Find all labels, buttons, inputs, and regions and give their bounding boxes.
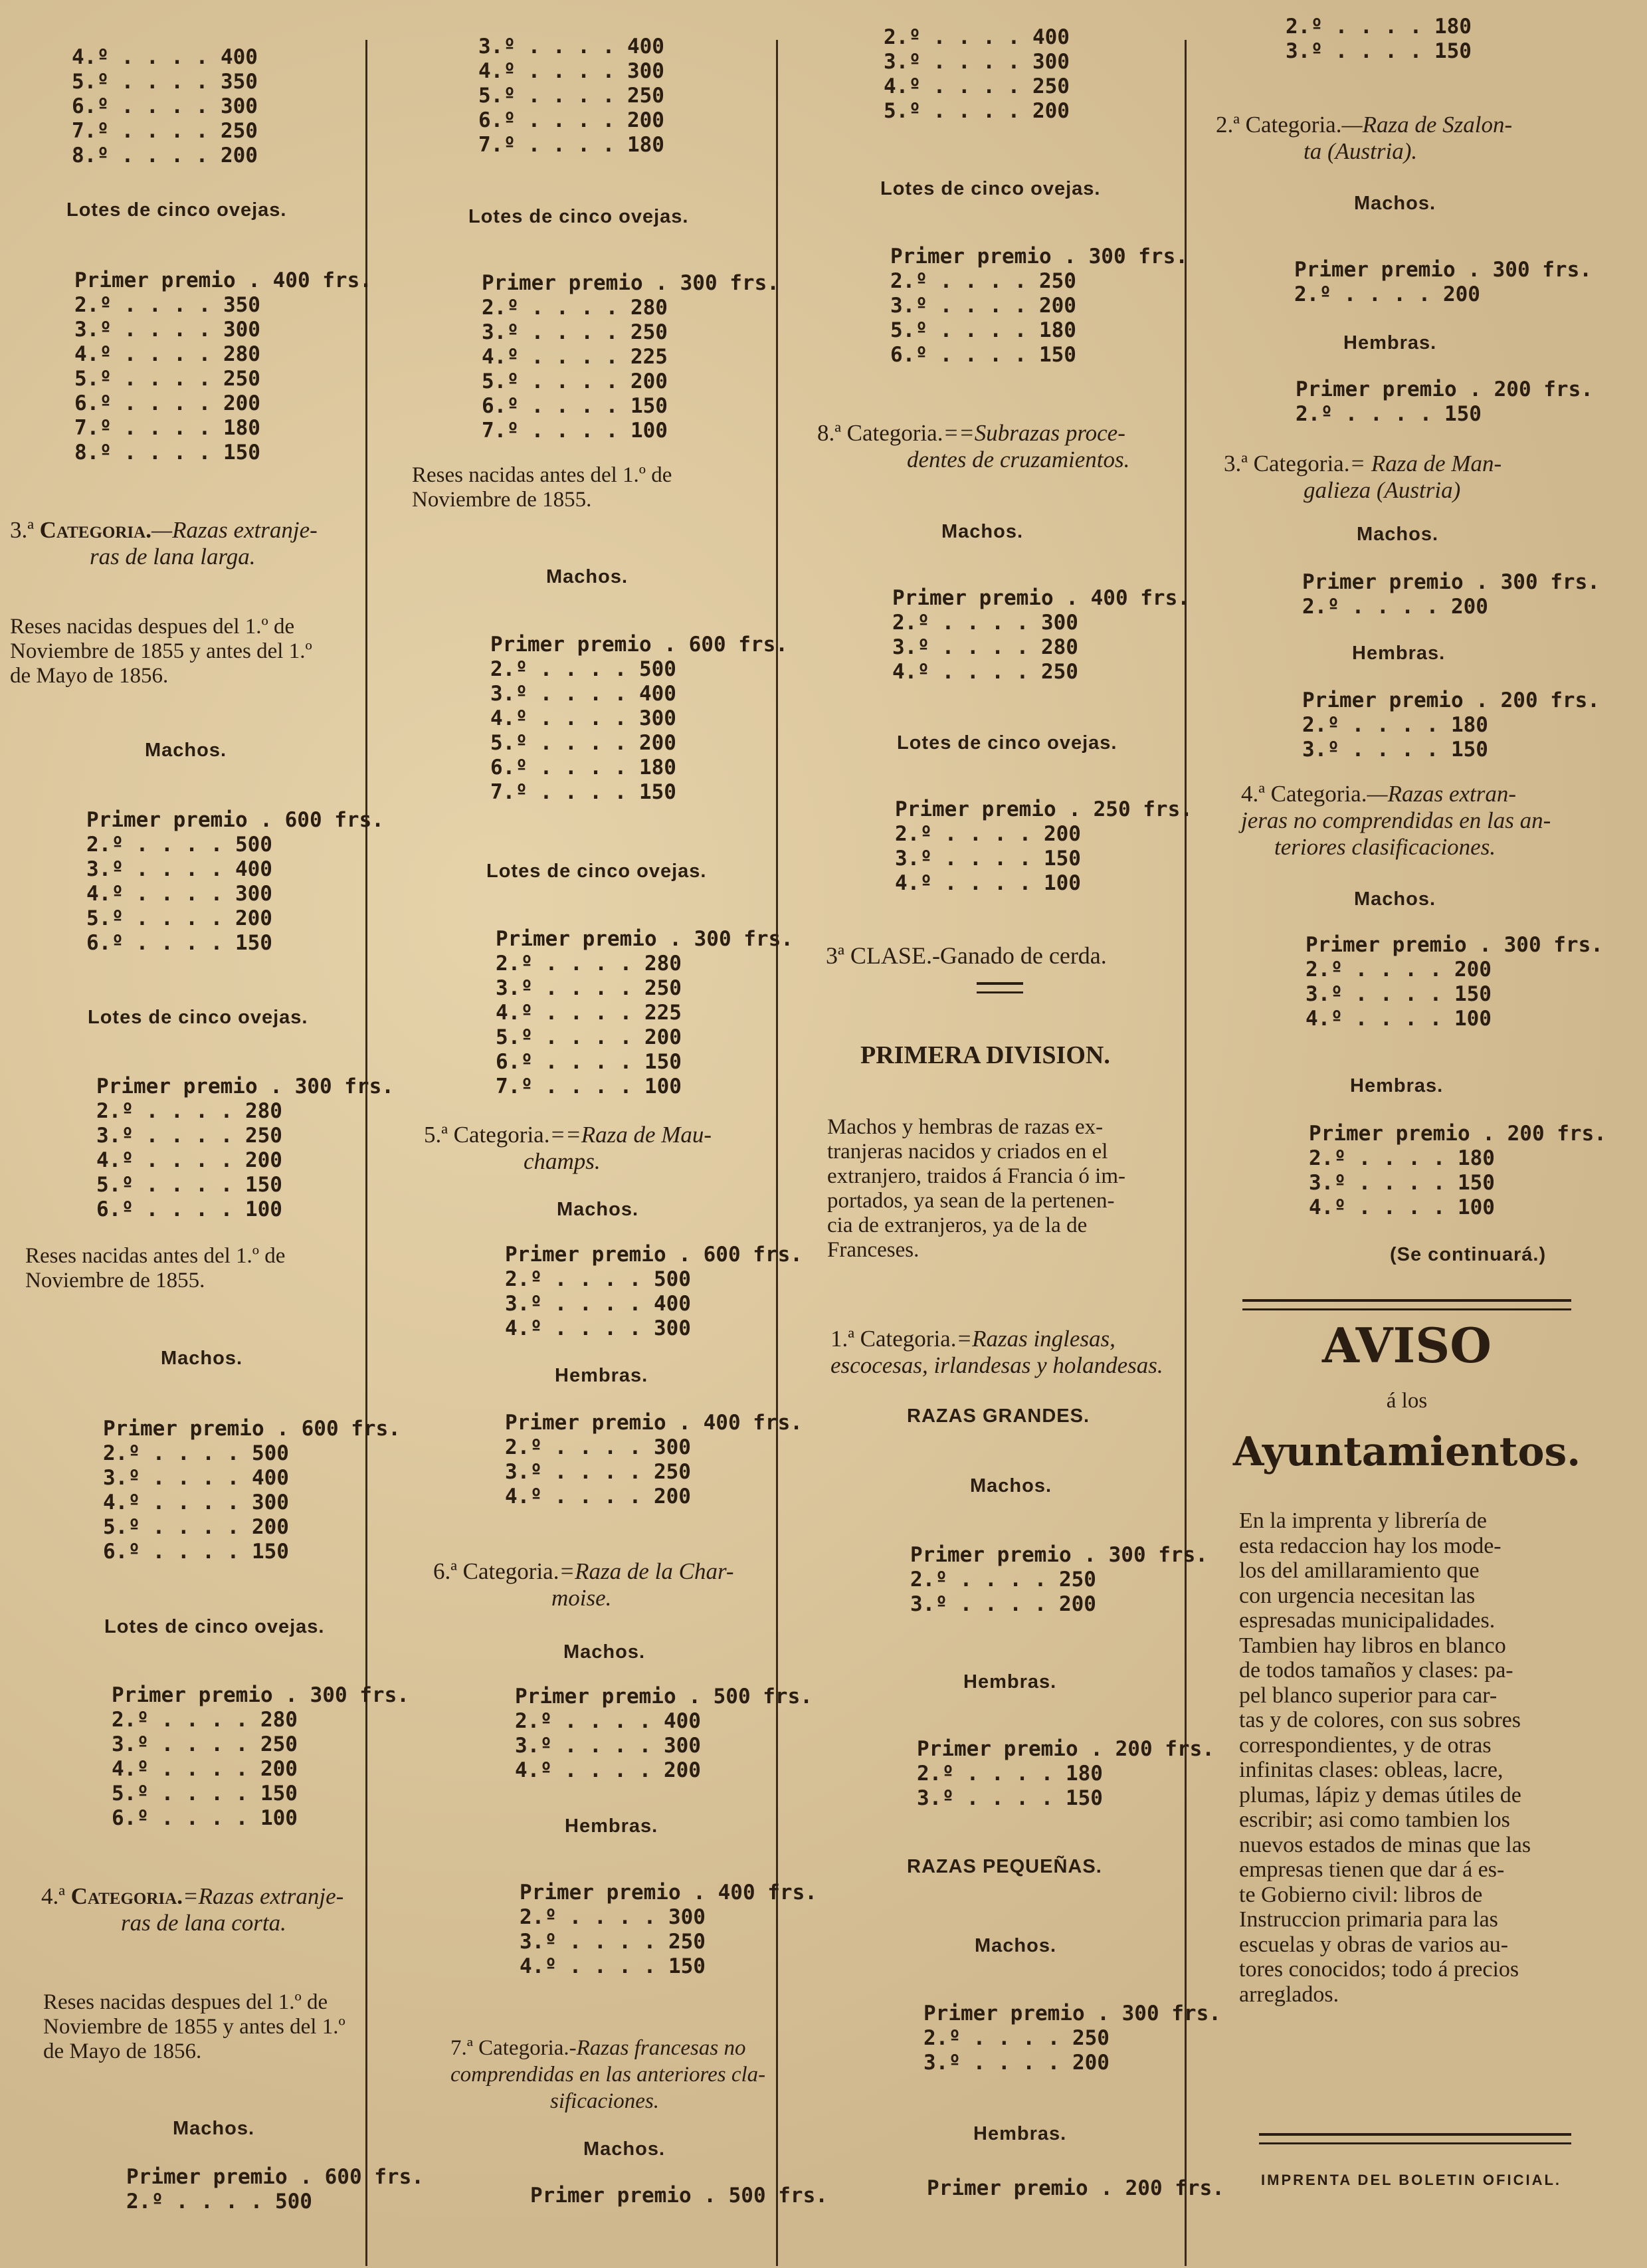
aviso-title: AVISO (1322, 1317, 1492, 1374)
price-row: 3.º . . . . 200 (890, 294, 1076, 318)
price-list (1306, 933, 1603, 1031)
section-heading: Machos. (546, 566, 629, 587)
reses-text (10, 615, 355, 688)
text-line: cia de extranjeros, ya de la de (827, 1213, 1088, 1237)
price-row: 4.º . . . . 300 (86, 882, 272, 906)
price-row: 3.º . . . . 250 (96, 1124, 282, 1148)
reses-text (412, 463, 771, 512)
category-label: 2.ª Categoria. (1216, 112, 1342, 138)
division-heading: PRIMERA DIVISION. (860, 1041, 1110, 1069)
price-row: 6.º . . . . 100 (96, 1197, 282, 1221)
price-row: 2.º . . . . 500 (490, 657, 676, 681)
double-rule (977, 982, 1023, 993)
price-row: 3.º . . . . 250 (505, 1460, 691, 1484)
price-list (496, 927, 793, 1099)
category-text: -Razas francesas no (569, 2036, 746, 2060)
price-row: 5.º . . . . 200 (490, 731, 676, 755)
price-row: Primer premio . 300 frs. (890, 245, 1188, 268)
category-text: escocesas, irlandesas y holandesas. (830, 1352, 1163, 1378)
price-row: Primer premio . 600 frs. (103, 1417, 401, 1441)
price-row: Primer premio . 300 frs. (112, 1683, 409, 1707)
section-heading: Machos. (161, 1348, 243, 1369)
price-row: 2.º . . . . 200 (1302, 595, 1488, 619)
price-row: 6.º . . . . 200 (74, 391, 260, 415)
text-line: Reses nacidas despues del 1.º de (43, 1990, 328, 2014)
category-label: 1.ª Categoria. (830, 1326, 957, 1352)
text-line: de Mayo de 1856. (10, 664, 169, 688)
price-list (1296, 377, 1593, 427)
price-row: 2.º . . . . 280 (496, 952, 682, 976)
category-text: ta (Austria). (1304, 138, 1418, 164)
text-line: esta redaccion hay los mode- (1239, 1533, 1502, 1558)
price-row: 4.º . . . . 400 (72, 45, 258, 69)
category-heading (433, 1558, 765, 1611)
section-heading: Lotes de cinco ovejas. (88, 1007, 308, 1028)
price-row: 3.º . . . . 150 (895, 847, 1081, 871)
price-row: 4.º . . . . 300 (103, 1491, 289, 1514)
price-row: 3.º . . . . 300 (884, 50, 1070, 74)
price-list (482, 271, 779, 443)
price-row: Primer premio . 600 frs. (126, 2165, 424, 2189)
text-line: Noviembre de 1855. (25, 1269, 205, 1292)
column-1 (0, 0, 424, 2268)
price-list (910, 1543, 1208, 1617)
category-label: 6.ª Categoria. (433, 1558, 559, 1584)
price-list (890, 245, 1188, 367)
price-row: 2.º . . . . 250 (910, 1568, 1096, 1592)
price-row: 2.º . . . . 300 (892, 611, 1078, 635)
price-row: 2.º . . . . 280 (482, 296, 668, 320)
aviso-subtitle: á los (1386, 1389, 1428, 1413)
category-text: jeras no comprendidas en las an- (1241, 807, 1551, 833)
section-heading: Lotes de cinco ovejas. (486, 861, 707, 882)
price-row: Primer premio . 400 frs. (74, 268, 372, 292)
category-text: moise. (551, 1585, 612, 1611)
aviso-body (1239, 1508, 1595, 2007)
price-row: 6.º . . . . 300 (72, 94, 258, 118)
price-row: 5.º . . . . 200 (86, 906, 272, 930)
price-list (103, 1417, 401, 1564)
double-rule (1259, 2133, 1571, 2144)
price-row: Primer premio . 200 frs. (927, 2176, 1224, 2200)
section-heading: Machos. (1354, 888, 1436, 910)
text-line: escuelas y obras de varios au- (1239, 1932, 1509, 1957)
price-list (86, 808, 384, 956)
price-row: 4.º . . . . 200 (515, 1758, 701, 1782)
text-line: Tambien hay libros en blanco (1239, 1633, 1506, 1658)
price-row: Primer premio . 300 frs. (1306, 933, 1603, 957)
price-row: 2.º . . . . 500 (126, 2190, 312, 2214)
price-row: Primer premio . 400 frs. (892, 586, 1190, 610)
price-row: 5.º . . . . 250 (74, 367, 260, 391)
text-line: tores conocidos; todo á precios (1239, 1957, 1519, 1982)
price-row: 8.º . . . . 200 (72, 144, 258, 167)
text-line: con urgencia necesitan las (1239, 1583, 1476, 1608)
category-label: 5.ª Categoria. (424, 1122, 550, 1148)
price-row: Primer premio . 200 frs. (1302, 688, 1600, 712)
reses-text (25, 1244, 357, 1293)
section-heading: RAZAS GRANDES. (907, 1405, 1090, 1427)
price-list (1309, 1122, 1606, 1220)
price-row: Primer premio . 200 frs. (1296, 377, 1593, 401)
price-list (884, 25, 1070, 124)
price-row: 4.º . . . . 100 (895, 871, 1081, 895)
section-heading: Machos. (583, 2138, 666, 2160)
section-heading: Lotes de cinco ovejas. (880, 178, 1101, 199)
category-heading (830, 1326, 1183, 1379)
text-line: plumas, lápiz y demas útiles de (1239, 1782, 1521, 1807)
price-row: 3.º . . . . 150 (1302, 738, 1488, 762)
price-row: 3.º . . . . 400 (103, 1466, 289, 1490)
price-list (72, 45, 258, 168)
price-list (478, 35, 664, 157)
price-row: 5.º . . . . 200 (496, 1025, 682, 1049)
category-text: =Raza de la Char- (559, 1558, 734, 1584)
category-text: galieza (Austria) (1304, 477, 1461, 503)
section-heading: Machos. (1357, 524, 1439, 545)
class-heading: 3ª CLASE.-Ganado de cerda. (826, 942, 1107, 969)
price-row: 4.º . . . . 200 (96, 1148, 282, 1172)
price-row: 3.º . . . . 200 (923, 2051, 1110, 2075)
price-row: 3.º . . . . 400 (86, 857, 272, 881)
text-line: Reses nacidas antes del 1.º de (25, 1244, 286, 1268)
price-row: 2.º . . . . 150 (1296, 402, 1482, 426)
category-label: 3.ª Categoria. (1224, 451, 1350, 476)
category-heading (41, 1883, 360, 1936)
price-row: 3.º . . . . 250 (482, 320, 668, 344)
section-heading: Machos. (1354, 193, 1436, 214)
reses-text (43, 1990, 362, 2064)
text-line: extranjero, traidos á Francia ó im- (827, 1164, 1125, 1188)
price-list (917, 1737, 1214, 1811)
price-row: 2.º . . . . 280 (96, 1099, 282, 1123)
section-heading: Hembras. (565, 1815, 658, 1837)
price-row: 4.º . . . . 280 (74, 342, 260, 366)
text-line: Noviembre de 1855 y antes del 1.º (10, 639, 312, 663)
price-row: 3.º . . . . 280 (892, 635, 1078, 659)
price-row: 2.º . . . . 300 (505, 1435, 691, 1459)
price-list (96, 1075, 394, 1222)
text-line: En la imprenta y librería de (1239, 1508, 1487, 1533)
price-row: 4.º . . . . 250 (892, 660, 1078, 684)
category-text: ras de lana larga. (90, 544, 256, 569)
text-line: Machos y hembras de razas ex- (827, 1115, 1104, 1139)
price-row: 6.º . . . . 150 (103, 1540, 289, 1564)
price-row: 3.º . . . . 150 (1309, 1171, 1495, 1195)
price-row: Primer premio . 300 frs. (96, 1075, 394, 1098)
price-row: 2.º . . . . 300 (520, 1905, 706, 1929)
text-line: escribir; asi como tambien los (1239, 1807, 1510, 1832)
section-heading: Lotes de cinco ovejas. (104, 1616, 325, 1637)
price-row: Primer premio . 400 frs. (505, 1411, 803, 1435)
price-row: 3.º . . . . 250 (112, 1732, 298, 1756)
price-row: 2.º . . . . 250 (890, 269, 1076, 293)
category-label: 4.ª Categoria. (1241, 781, 1367, 807)
category-heading (1241, 781, 1613, 861)
price-row: 4.º . . . . 300 (478, 59, 664, 83)
double-rule (1242, 1299, 1571, 1310)
price-list (923, 2002, 1221, 2075)
price-list (1286, 15, 1472, 64)
price-row: 7.º . . . . 150 (490, 780, 676, 804)
category-text: —Raza de Szalon- (1341, 112, 1513, 138)
price-row: 2.º . . . . 180 (1286, 15, 1472, 39)
column-3 (781, 0, 1224, 2268)
price-row: 4.º . . . . 225 (496, 1001, 682, 1025)
category-heading (1224, 451, 1596, 504)
price-row: 2.º . . . . 500 (103, 1441, 289, 1465)
price-row: 4.º . . . . 150 (520, 1954, 706, 1978)
price-row: 8.º . . . . 150 (74, 441, 260, 464)
price-row: 4.º . . . . 225 (482, 345, 668, 369)
category-number: 4.ª (41, 1883, 65, 1909)
price-row: Primer premio . 500 frs. (515, 1685, 813, 1708)
category-heading (1216, 112, 1588, 165)
text-line: espresadas municipalidades. (1239, 1608, 1496, 1633)
text-line: empresas tienen que dar á es- (1239, 1857, 1505, 1882)
section-heading: Lotes de cinco ovejas. (897, 732, 1117, 754)
price-row: 2.º . . . . 280 (112, 1708, 298, 1732)
price-list (505, 1411, 803, 1509)
price-row: Primer premio . 400 frs. (520, 1881, 817, 1905)
text-line: te Gobierno civil: libros de (1239, 1882, 1483, 1907)
category-text: comprendidas en las anteriores cla- (450, 2063, 766, 2087)
price-row: Primer premio . 600 frs. (490, 633, 788, 657)
price-row: 7.º . . . . 100 (482, 419, 668, 443)
text-line: nuevos estados de minas que las (1239, 1832, 1531, 1857)
price-row: 3.º . . . . 150 (1286, 39, 1472, 63)
price-row: 3.º . . . . 300 (515, 1734, 701, 1758)
category-heading (10, 517, 355, 570)
price-row: 2.º . . . . 180 (1302, 713, 1488, 737)
column-2 (372, 0, 828, 2268)
price-row: 5.º . . . . 150 (96, 1173, 282, 1197)
price-row: Primer premio . 200 frs. (917, 1737, 1214, 1761)
text-line: de Mayo de 1856. (43, 2039, 202, 2063)
price-row: 5.º . . . . 250 (478, 84, 664, 108)
price-list (505, 1243, 803, 1341)
price-row: Primer premio . 600 frs. (86, 808, 384, 832)
text-line: infinitas clases: obleas, lacre, (1239, 1758, 1503, 1782)
price-row: 6.º . . . . 150 (496, 1050, 682, 1074)
price-row: 5.º . . . . 350 (72, 70, 258, 94)
section-heading: Machos. (941, 521, 1024, 542)
price-row: 7.º . . . . 250 (72, 119, 258, 143)
price-row: 3.º . . . . 250 (496, 976, 682, 1000)
section-heading: Hembras. (973, 2123, 1067, 2144)
price-row: 2.º . . . . 200 (1306, 958, 1492, 981)
section-heading: Hembras. (1343, 332, 1437, 354)
category-label: Categoria. (70, 1883, 183, 1909)
price-row: 6.º . . . . 200 (478, 108, 664, 132)
price-row: 5.º . . . . 200 (884, 99, 1070, 123)
price-row: 2.º . . . . 400 (884, 25, 1070, 49)
price-list (490, 633, 788, 805)
price-row: 2.º . . . . 500 (505, 1267, 691, 1291)
price-row: 6.º . . . . 180 (490, 756, 676, 779)
category-heading (817, 420, 1179, 473)
price-list (520, 1881, 817, 1979)
price-row: 5.º . . . . 180 (890, 318, 1076, 342)
category-number: 3.ª (10, 517, 34, 543)
price-row: 5.º . . . . 200 (103, 1515, 289, 1539)
price-row: Primer premio . 250 frs. (895, 797, 1193, 821)
price-row: 6.º . . . . 150 (890, 343, 1076, 367)
price-row: 2.º . . . . 350 (74, 293, 260, 317)
category-text: ==Raza de Mau- (549, 1122, 712, 1148)
section-heading: Machos. (975, 1935, 1057, 1956)
imprint-line: IMPRENTA DEL BOLETIN OFICIAL. (1261, 2172, 1562, 2188)
price-row: 3.º . . . . 200 (910, 1592, 1096, 1616)
category-text: =Razas extranje- (182, 1883, 344, 1909)
category-text: —Razas extran- (1367, 781, 1517, 807)
price-row: 3.º . . . . 150 (1306, 982, 1492, 1006)
price-list (1294, 258, 1592, 307)
section-heading: Machos. (970, 1475, 1052, 1496)
price-row: Primer premio . 300 frs. (923, 2002, 1221, 2025)
price-list (112, 1683, 409, 1831)
text-line: pel blanco superior para car- (1239, 1683, 1498, 1708)
category-label: Categoria. (39, 517, 151, 543)
division-text (827, 1115, 1179, 1263)
price-row: 3.º . . . . 250 (520, 1930, 706, 1954)
text-line: Noviembre de 1855. (412, 488, 592, 512)
category-heading (424, 1122, 769, 1175)
price-row: 7.º . . . . 100 (496, 1075, 682, 1098)
price-row: Primer premio . 500 frs. (530, 2184, 828, 2208)
category-text: champs. (524, 1148, 601, 1174)
price-row: 3.º . . . . 400 (490, 682, 676, 706)
price-row: 4.º . . . . 300 (490, 706, 676, 730)
continuation-note: (Se continuará.) (1390, 1244, 1547, 1265)
category-text: = Raza de Man- (1349, 451, 1502, 476)
section-heading: Lotes de cinco ovejas. (66, 199, 287, 221)
price-row: 3.º . . . . 150 (917, 1786, 1103, 1810)
price-row: 2.º . . . . 180 (917, 1762, 1103, 1786)
text-line: arreglados. (1239, 1982, 1339, 2007)
price-row: 5.º . . . . 150 (112, 1782, 298, 1805)
price-row: 6.º . . . . 150 (482, 394, 668, 418)
price-row: 3.º . . . . 400 (505, 1292, 691, 1316)
ayuntamientos-title: Ayuntamientos. (1232, 1429, 1581, 1475)
price-row: 4.º . . . . 250 (884, 74, 1070, 98)
price-row: Primer premio . 300 frs. (496, 927, 793, 951)
category-heading (450, 2035, 769, 2114)
category-text: teriores clasificaciones. (1274, 834, 1496, 860)
category-text: ==Subrazas proce- (943, 420, 1125, 446)
price-row: 2.º . . . . 180 (1309, 1146, 1495, 1170)
price-row: 7.º . . . . 180 (478, 133, 664, 157)
text-line: portados, ya sean de la pertenen- (827, 1189, 1115, 1213)
price-row: 4.º . . . . 300 (505, 1316, 691, 1340)
price-row: 5.º . . . . 200 (482, 369, 668, 393)
price-row: Primer premio . 300 frs. (1294, 258, 1592, 282)
price-row: 4.º . . . . 200 (112, 1757, 298, 1781)
price-row: 3.º . . . . 400 (478, 35, 664, 58)
section-heading: Machos. (557, 1199, 639, 1220)
text-line: Franceses. (827, 1238, 920, 1262)
section-heading: Lotes de cinco ovejas. (468, 206, 689, 227)
category-label: 8.ª Categoria. (817, 420, 943, 446)
section-heading: Machos. (173, 2118, 255, 2139)
text-line: tas y de colores, con sus sobres (1239, 1708, 1521, 1732)
price-list (895, 797, 1193, 896)
price-row: Primer premio . 300 frs. (1302, 570, 1600, 594)
price-row: Primer premio . 600 frs. (505, 1243, 803, 1267)
price-row: 6.º . . . . 100 (112, 1806, 298, 1830)
price-list (1302, 570, 1600, 619)
category-text: ras de lana corta. (121, 1910, 286, 1936)
category-text: sificaciones. (550, 2089, 660, 2113)
price-row: 2.º . . . . 500 (86, 833, 272, 857)
price-row: Primer premio . 200 frs. (1309, 1122, 1606, 1146)
price-list (927, 2176, 1224, 2201)
section-heading: Machos. (563, 1641, 646, 1663)
category-text: dentes de cruzamientos. (907, 447, 1130, 472)
column-rule-3 (1185, 40, 1187, 2266)
price-row: 2.º . . . . 200 (1294, 282, 1480, 306)
text-line: los del amillaramiento que (1239, 1558, 1480, 1583)
text-line: Instruccion primaria para las (1239, 1907, 1498, 1932)
price-row: 3.º . . . . 300 (74, 318, 260, 342)
price-row: 7.º . . . . 180 (74, 416, 260, 440)
text-line: Reses nacidas despues del 1.º de (10, 615, 295, 639)
price-row: 6.º . . . . 150 (86, 931, 272, 955)
section-heading: Hembras. (555, 1365, 648, 1386)
column-4 (1189, 0, 1647, 2268)
category-text: =Razas inglesas, (956, 1326, 1115, 1352)
section-heading: Hembras. (963, 1671, 1057, 1693)
price-row: 4.º . . . . 200 (505, 1485, 691, 1508)
section-heading: Hembras. (1350, 1075, 1444, 1096)
section-heading: Machos. (145, 740, 227, 761)
category-label: 7.ª Categoria. (450, 2036, 569, 2060)
price-row: 2.º . . . . 200 (895, 822, 1081, 846)
price-list (892, 586, 1190, 684)
text-line: de todos tamaños y clases: pa- (1239, 1658, 1513, 1683)
section-heading: Hembras. (1352, 643, 1446, 664)
price-row: Primer premio . 300 frs. (910, 1543, 1208, 1567)
price-list (74, 268, 372, 465)
price-row: 4.º . . . . 100 (1309, 1195, 1495, 1219)
text-line: tranjeras nacidos y criados en el (827, 1140, 1108, 1164)
category-text: —Razas extranje- (151, 517, 318, 543)
price-list (515, 1685, 813, 1783)
section-heading: RAZAS PEQUEÑAS. (907, 1856, 1102, 1877)
price-list (1302, 688, 1600, 762)
price-row: 2.º . . . . 250 (923, 2026, 1110, 2050)
text-line: correspondientes, y de otras (1239, 1732, 1492, 1758)
price-row: 2.º . . . . 400 (515, 1709, 701, 1733)
price-row: 4.º . . . . 100 (1306, 1007, 1492, 1031)
price-row: Primer premio . 300 frs. (482, 271, 779, 295)
text-line: Noviembre de 1855 y antes del 1.º (43, 2015, 345, 2039)
text-line: Reses nacidas antes del 1.º de (412, 463, 672, 487)
